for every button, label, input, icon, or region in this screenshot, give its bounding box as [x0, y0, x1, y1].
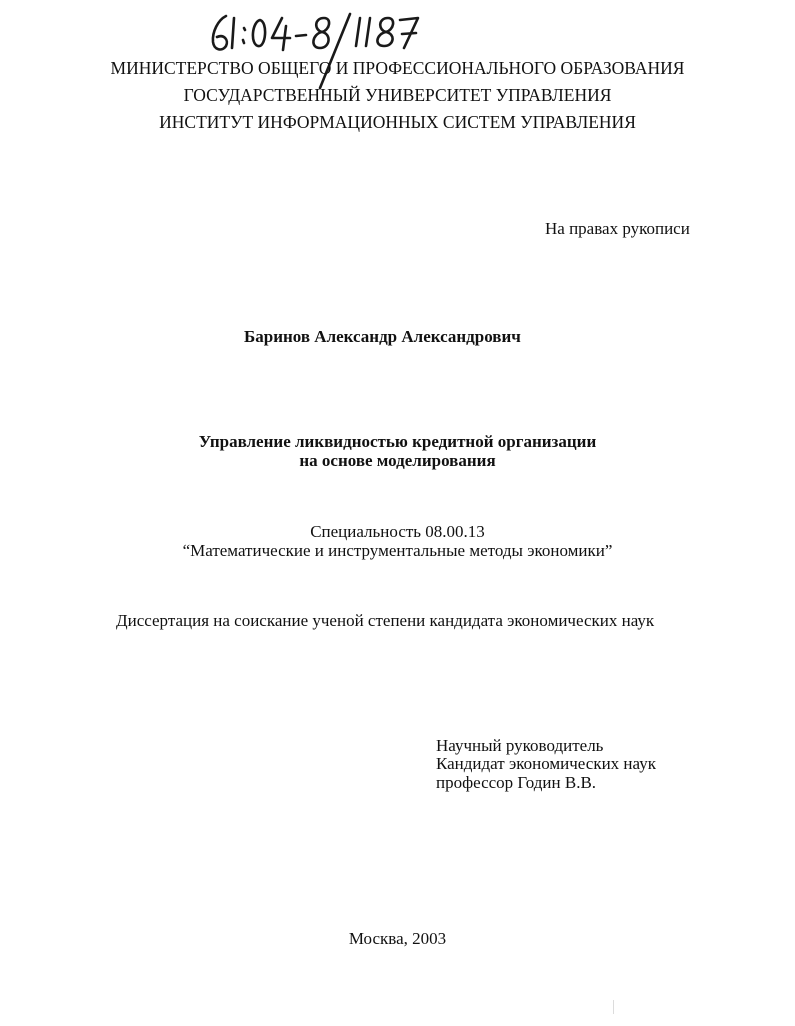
city-year: Москва, 2003: [348, 929, 447, 948]
supervisor-degree: Кандидат экономических наук: [436, 754, 656, 773]
handwritten-archive-mark: [204, 6, 424, 92]
specialty-code: Специальность 08.00.13: [310, 522, 485, 541]
manuscript-rights-note: На правах рукописи: [545, 219, 690, 238]
supervisor-role: Научный руководитель: [436, 736, 604, 755]
ministry-heading: МИНИСТЕРСТВО ОБЩЕГО И ПРОФЕССИОНАЛЬНОГО ОБРАЗОВАНИЯ: [110, 58, 685, 78]
dissertation-title-line1: Управление ликвидностью кредитной организации: [198, 432, 597, 451]
dissertation-title-line2: на основе моделирования: [299, 451, 496, 470]
university-heading: ГОСУДАРСТВЕННЫЙ УНИВЕРСИТЕТ УПРАВЛЕНИЯ: [183, 85, 612, 105]
specialty-name: “Математические и инструментальные методы экономики”: [182, 541, 613, 560]
supervisor-name: профессор Годин В.В.: [436, 773, 597, 792]
institute-heading: ИНСТИТУТ ИНФОРМАЦИОННЫХ СИСТЕМ УПРАВЛЕНИЯ: [159, 112, 636, 132]
dissertation-degree-note: Диссертация на соискание ученой степени кандидата экономических наук: [116, 611, 655, 630]
handwritten-mark-icon: [204, 6, 424, 92]
scan-artifact: [613, 1000, 614, 1014]
author-name: Баринов Александр Александрович: [244, 327, 521, 346]
